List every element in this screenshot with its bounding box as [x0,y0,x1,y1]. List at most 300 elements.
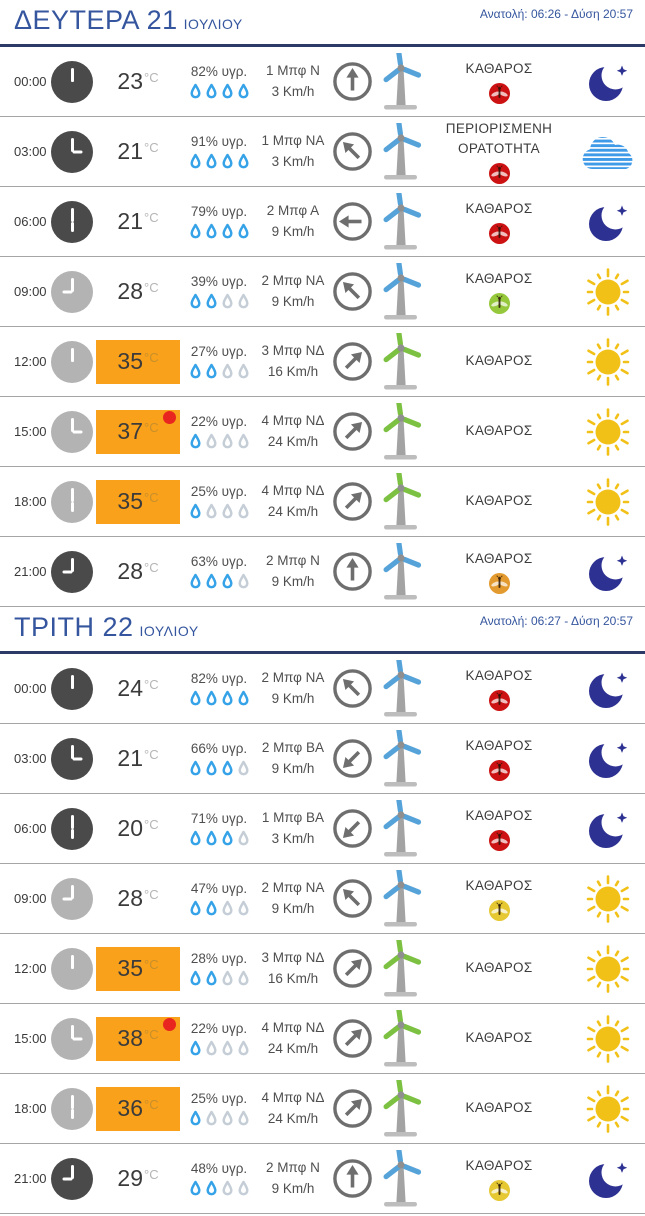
wind-turbine-icon [374,800,428,858]
wind-speed-label: 9 Km/h [271,293,315,309]
insect-icon [489,573,510,594]
condition-label: ΚΑΘΑΡΟΣ [465,1157,533,1173]
temperature-value: 28 [117,885,143,911]
forecast-row [0,864,645,934]
sun-icon [570,406,645,458]
forecast-row [0,327,645,397]
wind-direction-icon [330,411,374,452]
wind-speed-label: 24 Km/h [267,1110,319,1126]
day-title [14,612,199,643]
wind-direction-icon [330,61,374,102]
temperature-value: 37 [117,418,143,444]
temperature-cell [94,410,182,454]
insect-icon [489,690,510,711]
wind-cell [256,1018,330,1060]
wind-cell [256,411,330,453]
wind-speed-label: 9 Km/h [271,760,315,776]
condition-cell [428,736,570,781]
wind-beaufort-label: 2 Μπφ ΝΑ [261,879,325,895]
wind-cell [256,201,330,243]
wind-speed-label: 3 Km/h [271,830,315,846]
wind-cell [256,668,330,710]
wind-turbine-icon [374,870,428,928]
clock-icon [50,1018,94,1060]
humidity-label: 48% υγρ. [190,1160,248,1176]
clock-face [51,808,93,850]
time-label: 18:00 [14,1101,47,1116]
humidity-drops-icon [189,363,250,380]
condition-cell [428,1098,570,1118]
forecast-row [0,537,645,607]
wind-cell [256,61,330,103]
clock-icon [50,1158,94,1200]
temperature-box [96,1157,180,1201]
clock-icon [50,481,94,523]
temperature-box [96,480,180,524]
sunrise-sunset-info: Ανατολή: 06:26 - Δύση 20:57 [479,7,633,21]
time-label: 03:00 [14,144,47,159]
time-label: 00:00 [14,681,47,696]
humidity-cell [182,671,256,707]
humidity-drops-icon [189,293,250,310]
temperature-value: 29 [117,1165,143,1191]
clock-minute-hand [71,208,74,222]
humidity-cell [182,204,256,240]
humidity-cell [182,554,256,590]
humidity-cell [182,951,256,987]
wind-cell [256,738,330,780]
time-label: 00:00 [14,74,47,89]
sun-icon [570,873,645,925]
condition-cell [428,1028,570,1048]
humidity-drops-icon [189,153,250,170]
time-label: 09:00 [14,891,47,906]
insect-icon [489,163,510,184]
wind-direction-icon [330,948,374,989]
clock-icon [50,61,94,103]
humidity-label: 82% υγρ. [190,63,248,79]
wind-beaufort-label: 4 Μπφ ΝΔ [261,412,325,428]
temperature-cell [94,200,182,244]
clock-hour-hand [72,150,82,153]
day-name: ΤΡΙΤΗ 22 [14,612,134,642]
clock-hour-hand [71,829,74,839]
wind-beaufort-label: 1 Μπφ ΒΑ [261,809,325,825]
temperature-unit: °C [144,1027,159,1042]
day-month: ΙΟΥΛΙΟΥ [183,16,243,32]
temperature-box [96,1017,180,1061]
record-dot-icon [163,1018,176,1031]
wind-cell [256,878,330,920]
temperature-unit: °C [144,677,159,692]
forecast-row [0,794,645,864]
time-label: 21:00 [14,1171,47,1186]
forecast-row [0,397,645,467]
temperature-unit: °C [144,70,159,85]
humidity-cell [182,881,256,917]
humidity-drops-icon [189,223,250,240]
sun-icon [570,943,645,995]
wind-direction-icon [330,551,374,592]
forecast-row [0,934,645,1004]
condition-label: ΚΑΘΑΡΟΣ [465,960,533,976]
humidity-drops-icon [189,503,250,520]
record-dot-icon [163,411,176,424]
wind-beaufort-label: 2 Μπφ ΝΑ [261,669,325,685]
sun-icon [570,1083,645,1135]
moon-icon [570,1156,645,1202]
temperature-box [96,877,180,921]
temperature-cell [94,340,182,384]
humidity-drops-icon [189,760,250,777]
condition-label: ΚΑΘΑΡΟΣ [465,200,533,216]
temperature-unit: °C [144,887,159,902]
clock-minute-hand [71,1165,74,1179]
forecast-row [0,47,645,117]
wind-beaufort-label: 3 Μπφ ΝΔ [261,949,325,965]
wind-speed-label: 16 Km/h [267,363,319,379]
wind-speed-label: 9 Km/h [271,1180,315,1196]
temperature-value: 21 [117,138,143,164]
forecast-row [0,654,645,724]
wind-beaufort-label: 4 Μπφ ΝΔ [261,1019,325,1035]
wind-turbine-icon [374,730,428,788]
time-label: 18:00 [14,494,47,509]
clock-minute-hand [71,138,74,152]
clock-hour-hand [62,1177,72,1180]
day-header [0,607,645,654]
temperature-value: 35 [117,955,143,981]
wind-speed-label: 9 Km/h [271,223,315,239]
temperature-unit: °C [144,747,159,762]
wind-speed-label: 9 Km/h [271,690,315,706]
humidity-label: 79% υγρ. [190,203,248,219]
sun-icon [570,266,645,318]
clock-face [51,131,93,173]
temperature-cell [94,1087,182,1131]
clock-icon [50,551,94,593]
temperature-box [96,807,180,851]
clock-face [51,948,93,990]
humidity-drops-icon [189,900,250,917]
wind-speed-label: 16 Km/h [267,970,319,986]
forecast-row [0,1074,645,1144]
clock-hour-hand [71,72,74,82]
forecast-row [0,1144,645,1214]
temperature-box [96,200,180,244]
temperature-unit: °C [144,1097,159,1112]
humidity-cell [182,484,256,520]
wind-speed-label: 9 Km/h [271,900,315,916]
insect-icon [489,830,510,851]
time-label: 06:00 [14,821,47,836]
wind-direction-icon [330,271,374,312]
sun-icon [570,1013,645,1065]
time-label: 12:00 [14,354,47,369]
temperature-box [96,410,180,454]
wind-beaufort-label: 1 Μπφ ΝΑ [261,132,325,148]
wind-beaufort-label: 2 Μπφ Ν [266,552,320,568]
clock-minute-hand [71,418,74,432]
temperature-box [96,947,180,991]
time-label: 06:00 [14,214,47,229]
clock-minute-hand [71,815,74,829]
clock-minute-hand [71,278,74,292]
temperature-unit: °C [144,560,159,575]
forecast-row [0,1004,645,1074]
insect-icon [489,223,510,244]
insect-icon [489,1180,510,1201]
wind-cell [256,1088,330,1130]
humidity-cell [182,1161,256,1197]
wind-speed-label: 24 Km/h [267,433,319,449]
temperature-box [96,60,180,104]
wind-direction-icon [330,878,374,919]
moon-icon [570,806,645,852]
wind-direction-icon [330,808,374,849]
wind-beaufort-label: 2 Μπφ ΝΑ [261,272,325,288]
clock-icon [50,341,94,383]
wind-turbine-icon [374,473,428,531]
clock-icon [50,201,94,243]
humidity-label: 28% υγρ. [190,950,248,966]
temperature-value: 21 [117,208,143,234]
condition-label: ΠΕΡΙΟΡΙΣΜΕΝΗ ΟΡΑΤΟΤΗΤΑ [445,120,553,156]
wind-direction-icon [330,1018,374,1059]
condition-cell [428,199,570,244]
wind-turbine-icon [374,1150,428,1208]
clock-minute-hand [71,488,74,502]
clock-icon [50,948,94,990]
condition-label: ΚΑΘΑΡΟΣ [465,807,533,823]
wind-turbine-icon [374,1010,428,1068]
moon-icon [570,199,645,245]
wind-turbine-icon [374,403,428,461]
temperature-unit: °C [144,420,159,435]
wind-turbine-icon [374,1080,428,1138]
moon-icon [570,59,645,105]
clock-hour-hand [71,1109,74,1119]
condition-label: ΚΑΘΑΡΟΣ [465,423,533,439]
condition-cell [428,876,570,921]
temperature-box [96,340,180,384]
condition-cell [428,666,570,711]
condition-cell [428,958,570,978]
humidity-drops-icon [189,830,250,847]
temperature-cell [94,480,182,524]
clock-face [51,878,93,920]
temperature-unit: °C [144,210,159,225]
humidity-cell [182,414,256,450]
clock-minute-hand [71,885,74,899]
humidity-label: 39% υγρ. [190,273,248,289]
condition-cell [428,269,570,314]
condition-cell [428,351,570,371]
wind-speed-label: 3 Km/h [271,83,315,99]
condition-cell [428,59,570,104]
wind-speed-label: 3 Km/h [271,153,315,169]
clock-icon [50,411,94,453]
humidity-label: 25% υγρ. [190,483,248,499]
moon-icon [570,549,645,595]
clock-face [51,201,93,243]
forecast-row [0,724,645,794]
temperature-value: 24 [117,675,143,701]
wind-turbine-icon [374,660,428,718]
wind-speed-label: 24 Km/h [267,503,319,519]
humidity-label: 91% υγρ. [190,133,248,149]
humidity-cell [182,1091,256,1127]
temperature-value: 28 [117,558,143,584]
insect-icon [489,900,510,921]
wind-direction-icon [330,481,374,522]
temperature-unit: °C [144,350,159,365]
condition-label: ΚΑΘΑΡΟΣ [465,737,533,753]
wind-turbine-icon [374,263,428,321]
fog-icon [570,131,645,173]
condition-cell [428,1156,570,1201]
clock-icon [50,808,94,850]
humidity-cell [182,64,256,100]
day-month: ΙΟΥΛΙΟΥ [139,623,199,639]
clock-hour-hand [71,352,74,362]
wind-turbine-icon [374,333,428,391]
wind-speed-label: 24 Km/h [267,1040,319,1056]
temperature-value: 21 [117,745,143,771]
wind-beaufort-label: 3 Μπφ ΝΔ [261,342,325,358]
temperature-unit: °C [144,1167,159,1182]
clock-minute-hand [71,1025,74,1039]
condition-cell [428,806,570,851]
humidity-label: 27% υγρ. [190,343,248,359]
clock-hour-hand [62,290,72,293]
temperature-box [96,667,180,711]
wind-turbine-icon [374,940,428,998]
humidity-label: 63% υγρ. [190,553,248,569]
wind-turbine-icon [374,123,428,181]
humidity-cell [182,344,256,380]
wind-beaufort-label: 2 Μπφ ΒΑ [261,739,325,755]
sun-icon [570,476,645,528]
sun-icon [570,336,645,388]
wind-cell [256,948,330,990]
wind-direction-icon [330,341,374,382]
temperature-value: 35 [117,348,143,374]
humidity-cell [182,274,256,310]
sunrise-sunset-info: Ανατολή: 06:27 - Δύση 20:57 [479,614,633,628]
wind-cell [256,131,330,173]
temperature-unit: °C [144,280,159,295]
humidity-label: 82% υγρ. [190,670,248,686]
humidity-drops-icon [189,690,250,707]
clock-face [51,1158,93,1200]
wind-beaufort-label: 2 Μπφ Α [266,202,320,218]
clock-icon [50,878,94,920]
time-label: 12:00 [14,961,47,976]
clock-face [51,61,93,103]
wind-turbine-icon [374,193,428,251]
humidity-drops-icon [189,573,250,590]
clock-hour-hand [71,959,74,969]
wind-turbine-icon [374,543,428,601]
temperature-cell [94,1017,182,1061]
humidity-cell [182,1021,256,1057]
wind-beaufort-label: 4 Μπφ ΝΔ [261,482,325,498]
clock-hour-hand [72,430,82,433]
wind-speed-label: 9 Km/h [271,573,315,589]
wind-direction-icon [330,131,374,172]
wind-cell [256,808,330,850]
temperature-cell [94,60,182,104]
temperature-value: 28 [117,278,143,304]
temperature-value: 38 [117,1025,143,1051]
humidity-label: 66% υγρ. [190,740,248,756]
clock-hour-hand [71,679,74,689]
temperature-box [96,270,180,314]
clock-face [51,1088,93,1130]
temperature-value: 36 [117,1095,143,1121]
time-label: 09:00 [14,284,47,299]
forecast-row [0,257,645,327]
clock-minute-hand [71,1095,74,1109]
clock-icon [50,668,94,710]
condition-cell [428,549,570,594]
day-name: ΔΕΥΤΕΡΑ 21 [14,5,178,35]
condition-label: ΚΑΘΑΡΟΣ [465,667,533,683]
temperature-unit: °C [144,140,159,155]
condition-label: ΚΑΘΑΡΟΣ [465,353,533,369]
time-label: 03:00 [14,751,47,766]
temperature-cell [94,270,182,314]
humidity-label: 22% υγρ. [190,413,248,429]
temperature-box [96,1087,180,1131]
condition-label: ΚΑΘΑΡΟΣ [465,550,533,566]
temperature-cell [94,667,182,711]
clock-minute-hand [71,558,74,572]
humidity-drops-icon [189,83,250,100]
time-label: 15:00 [14,424,47,439]
condition-cell [428,421,570,441]
temperature-value: 23 [117,68,143,94]
humidity-cell [182,741,256,777]
condition-cell [428,119,570,185]
insect-icon [489,83,510,104]
temperature-cell [94,877,182,921]
humidity-label: 22% υγρ. [190,1020,248,1036]
moon-icon [570,736,645,782]
temperature-cell [94,130,182,174]
clock-icon [50,271,94,313]
wind-direction-icon [330,1158,374,1199]
clock-hour-hand [72,757,82,760]
humidity-cell [182,134,256,170]
moon-icon [570,666,645,712]
time-label: 15:00 [14,1031,47,1046]
forecast-row [0,467,645,537]
wind-cell [256,271,330,313]
clock-face [51,481,93,523]
wind-cell [256,341,330,383]
clock-hour-hand [62,897,72,900]
humidity-label: 71% υγρ. [190,810,248,826]
wind-direction-icon [330,1088,374,1129]
humidity-label: 25% υγρ. [190,1090,248,1106]
day-header [0,0,645,47]
forecast-row [0,187,645,257]
temperature-box [96,130,180,174]
wind-beaufort-label: 1 Μπφ Ν [266,62,320,78]
clock-face [51,411,93,453]
